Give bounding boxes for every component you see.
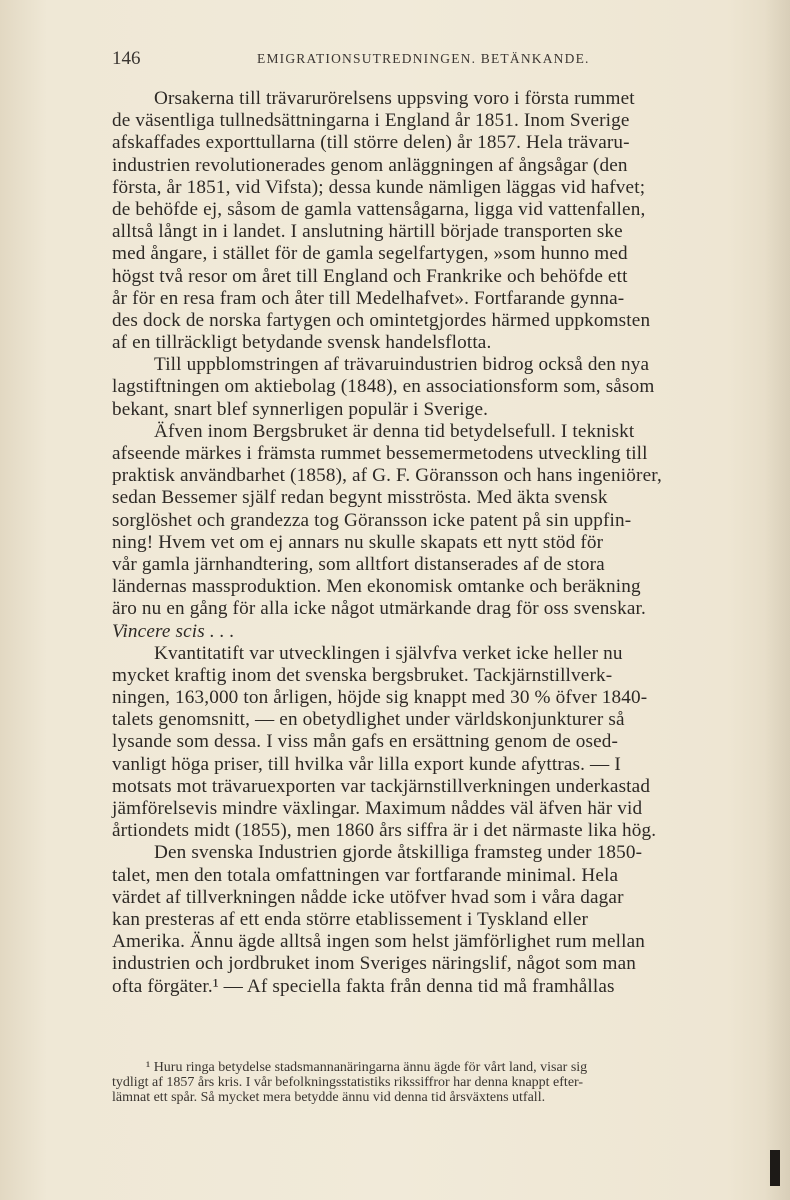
- running-head: EMIGRATIONSUTREDNINGEN. BETÄNKANDE.: [257, 51, 590, 66]
- text-line: talet, men den totala omfattningen var fortfarande minimal. Hela: [112, 864, 619, 886]
- text-line: industrien och jordbruket inom Sveriges näringslif, något som man: [112, 953, 636, 975]
- text-line: Äfven inom Bergsbruket är denna tid betydelsefull. I tekniskt: [154, 420, 635, 442]
- text-line: årtiondets midt (1855), men 1860 års siffra är i det närmaste lika hög.: [112, 820, 657, 842]
- body-text: [112, 88, 768, 998]
- text-line: kan presteras af ett enda större etablissement i Tyskland eller: [112, 908, 589, 930]
- text-line: des dock de norska fartygen och omintetgjordes härmed uppkomsten: [112, 309, 651, 331]
- text-line: sedan Bessemer själf redan begynt misströsta. Med äkta svensk: [112, 487, 608, 509]
- text-line: med ångare, i stället för de gamla segelfartygen, »som hunno med: [112, 243, 628, 265]
- text-line: år för en resa fram och åter till Medelhafvet». Fortfarande gynna-: [112, 287, 625, 309]
- text-line: Vincere scis . . .: [112, 620, 235, 642]
- text-line: af en tillräckligt betydande svensk handelsflotta.: [112, 332, 492, 354]
- text-line: bekant, snart blef synnerligen populär i Sverige.: [112, 398, 489, 420]
- text-line: mycket kraftig inom det svenska bergsbruket. Tackjärnstillverk-: [112, 664, 613, 686]
- page-corner-mark: [770, 1150, 780, 1186]
- text-line: Amerika. Ännu ägde alltså ingen som helst jämförlighet rum mellan: [112, 931, 646, 953]
- text-line: de behöfde ej, såsom de gamla vattensågarna, ligga vid vattenfallen,: [112, 198, 646, 220]
- footnote-line: ¹ Huru ringa betydelse stadsmannanäringarna ännu ägde för vårt land, visar sig: [146, 1060, 588, 1075]
- footnote-line: tydligt af 1857 års kris. I vår befolkningsstatistiks rikssiffror har denna knappt efter-: [112, 1075, 584, 1090]
- text-line: första, år 1851, vid Vifsta); dessa kunde nämligen läggas vid hafvet;: [112, 176, 646, 198]
- text-line: industrien revolutionerades genom anläggningen af ångsågar (den: [112, 154, 628, 176]
- text-line: Till uppblomstringen af trävaruindustrien bidrog också den nya: [154, 354, 650, 376]
- page-header: [112, 48, 712, 72]
- text-line: äro nu en gång för alla icke något utmärkande drag för oss svenskar.: [112, 598, 646, 620]
- text-line: afseende märkes i främsta rummet bessemermetodens utveckling till: [112, 443, 648, 464]
- text-line: jämförelsevis mindre växlingar. Maximum nåddes väl äfven här vid: [112, 798, 643, 819]
- text-line: ofta förgäter.¹ — Af speciella fakta från denna tid må framhållas: [112, 975, 615, 997]
- text-line: motsats mot trävaruexporten var tackjärnstillverkningen underkastad: [112, 775, 651, 797]
- text-line: Kvantitatift var utvecklingen i självfva verket icke heller nu: [154, 642, 623, 664]
- text-line: Den svenska Industrien gjorde åtskilliga framsteg under 1850-: [154, 842, 643, 864]
- text-line: alltså långt in i landet. I anslutning härtill började transporten ske: [112, 221, 623, 243]
- text-line: lagstiftningen om aktiebolag (1848), en associationsform som, såsom: [112, 376, 655, 398]
- text-line: lysande som dessa. I viss mån gafs en ersättning genom de osed-: [112, 731, 619, 753]
- text-line: högst två resor om året till England och Frankrike och behöfde ett: [112, 265, 628, 287]
- text-line: talets genomsnitt, — en obetydlighet under världskonjunkturer så: [112, 709, 625, 731]
- page-edge-shadow: [764, 0, 790, 1200]
- text-line: ning! Hvem vet om ej annars nu skulle skapats ett nytt stöd för: [112, 531, 604, 553]
- page-number: 146: [112, 48, 141, 69]
- text-line: Orsakerna till trävarurörelsens uppsving voro i första rummet: [154, 88, 635, 109]
- text-line: vanligt höga priser, till hvilka vår lilla export kunde afyttras. — I: [112, 753, 621, 775]
- footnote-line: lämnat ett spår. Så mycket mera betydde ännu vid denna tid årsväxtens utfall.: [112, 1090, 546, 1105]
- text-line: afskaffades exporttullarna (till större delen) år 1857. Hela trävaru-: [112, 132, 630, 154]
- text-line: värdet af tillverkningen nådde icke utöfver hvad som i våra dagar: [112, 886, 624, 908]
- text-line: ningen, 163,000 ton årligen, höjde sig knappt med 30 % öfver 1840-: [112, 687, 648, 709]
- text-line: ländernas massproduktion. Men ekonomisk omtanke och beräkning: [112, 576, 641, 598]
- text-line: de väsentliga tullnedsättningarna i England år 1851. Inom Sverige: [112, 110, 630, 132]
- text-line: sorglöshet och grandezza tog Göransson icke patent på sin uppfin-: [112, 509, 632, 531]
- footnotes: [112, 1060, 768, 1105]
- text-line: vår gamla järnhandtering, som alltfort distanserades af de stora: [112, 553, 605, 575]
- text-line: praktisk användbarhet (1858), af G. F. Göransson och hans ingeniörer,: [112, 465, 662, 487]
